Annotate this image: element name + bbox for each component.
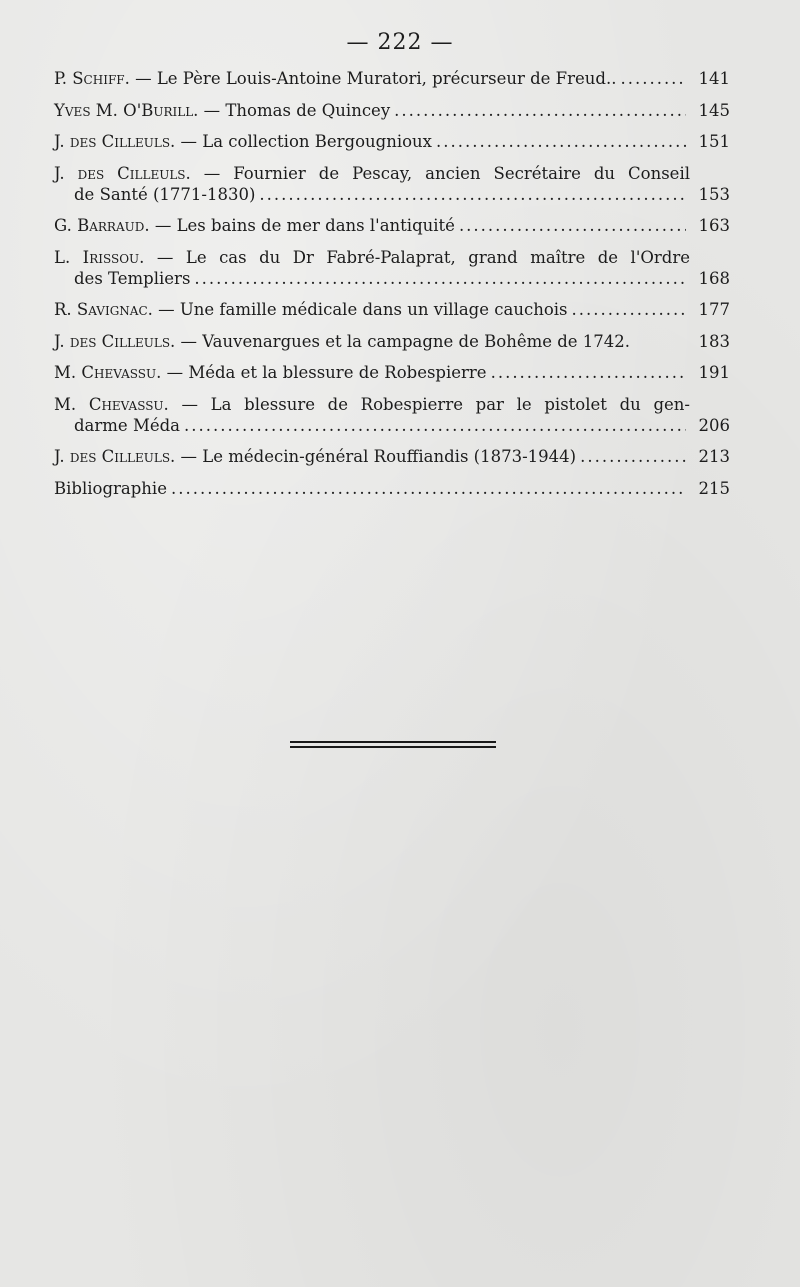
- toc-entry: [54, 100, 730, 121]
- entry-page: 151: [698, 132, 730, 151]
- toc-entry: [54, 478, 730, 499]
- entry-title: — Le Père Louis-Antoine Muratori, précurseur de Freud..: [129, 69, 617, 88]
- entry-page: 177: [698, 300, 730, 319]
- entry-author: J. des Cilleuls.: [54, 132, 176, 151]
- entry-page: 213: [698, 447, 730, 466]
- dot-leader: [184, 415, 686, 436]
- entry-title: — La blessure de Robespierre par le pistolet du gen-: [168, 394, 691, 414]
- table-of-contents: [54, 68, 730, 509]
- dot-leader: [620, 68, 686, 89]
- entry-author: G. Barraud.: [54, 216, 150, 235]
- entry-author: M. Chevassu.: [54, 394, 169, 414]
- entry-page: 183: [698, 331, 730, 351]
- entry-author: R. Savignac.: [54, 300, 153, 319]
- entry-title-continued: des Templiers: [74, 268, 191, 288]
- toc-entry: [54, 215, 730, 236]
- toc-entry: [54, 394, 730, 436]
- entry-author: J. des Cilleuls.: [54, 163, 191, 183]
- entry-title-continued: darme Méda: [74, 415, 181, 435]
- entry-title: Bibliographie: [54, 478, 167, 498]
- entry-title: — Le cas du Dr Fabré-Palaprat, grand maître de l'Ordre: [144, 247, 690, 267]
- dot-leader: [459, 215, 686, 236]
- entry-author: J. des Cilleuls.: [54, 447, 176, 466]
- toc-entry: [54, 163, 730, 205]
- entry-title: — Vauvenargues et la campagne de Bohême de 1742.: [175, 331, 631, 351]
- page-number: — 222 —: [346, 30, 454, 55]
- entry-title: — Thomas de Quincey: [198, 100, 391, 120]
- dot-leader: [259, 184, 686, 205]
- entry-author: J. des Cilleuls.: [54, 331, 176, 351]
- entry-page: 168: [698, 268, 730, 288]
- dot-leader: [194, 268, 686, 289]
- entry-author: L. Irissou.: [54, 247, 145, 267]
- entry-page: 153: [698, 184, 730, 204]
- dot-leader: [394, 100, 686, 121]
- entry-page: 163: [698, 216, 730, 235]
- entry-page: 215: [698, 478, 730, 498]
- toc-entry: [54, 299, 730, 320]
- dot-leader: [580, 446, 686, 467]
- dot-leader: [171, 478, 686, 499]
- toc-entry: [54, 131, 730, 152]
- entry-title-continued: de Santé (1771-1830): [74, 184, 256, 204]
- entry-author: Yves M. O'Burill.: [54, 100, 199, 120]
- entry-title: — Fournier de Pescay, ancien Secrétaire du Conseil: [190, 163, 691, 183]
- toc-entry: [54, 362, 730, 383]
- double-rule-bottom: [290, 746, 496, 748]
- double-rule-top: [290, 741, 496, 743]
- dot-leader: [436, 131, 686, 152]
- entry-page: 145: [698, 100, 730, 120]
- entry-title: — La collection Bergougnioux: [175, 132, 432, 151]
- dot-leader: [572, 299, 686, 320]
- entry-author: P. Schiff.: [54, 69, 130, 88]
- entry-title: — Une famille médicale dans un village cauchois: [152, 300, 568, 319]
- toc-entry: [54, 446, 730, 467]
- toc-entry: [54, 331, 730, 352]
- entry-title: — Le médecin-général Rouffiandis (1873-1944): [175, 447, 577, 466]
- entry-page: 141: [698, 69, 730, 88]
- entry-title: — Méda et la blessure de Robespierre: [161, 363, 487, 382]
- entry-title: — Les bains de mer dans l'antiquité: [149, 216, 455, 235]
- entry-page: 191: [698, 363, 730, 382]
- entry-author: M. Chevassu.: [54, 363, 162, 382]
- toc-entry: [54, 247, 730, 289]
- entry-page: 206: [698, 415, 730, 435]
- toc-entry: [54, 68, 730, 89]
- dot-leader: [491, 362, 686, 383]
